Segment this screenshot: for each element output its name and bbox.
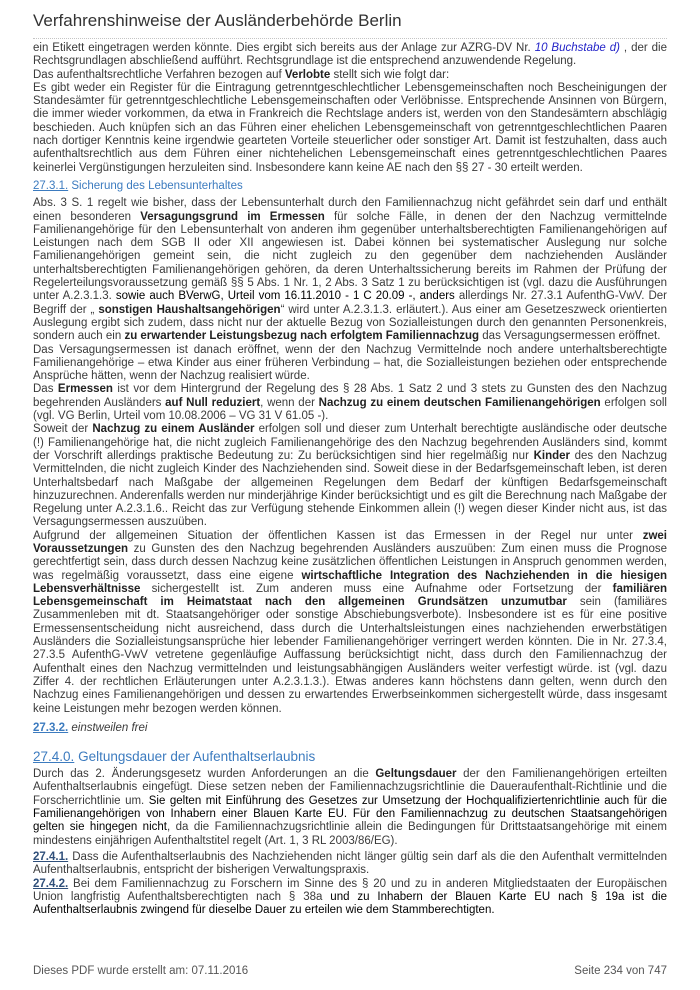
paragraph-text: , da die Familiennachzugsrichtlinie allein die Bedingungen für Drittstaatsangehörige mit einem mindestens einjährigen Aufenthaltstitel regelt (Art. 1, 3 RL 2003/86/EG). (33, 821, 667, 847)
paragraph-text: für solche Fälle, in denen der den Nachzug vermittelnde Familienangehörige für den Lebensunterhalt von anderen ihm gegenüber unterhaltsberechtigten Familienangehörigen auf Leistungen nach dem SGB II oder XII angewiesen ist. Dabei können bei systematischer Auslegung nur solche Familienangehörigen gemeint sein, die nicht zugleich zu den gegenüber dem nachziehenden Ausländer unterhaltsberechtigten Familienangehörigen gehören, da deren Unterhaltssicherung bereits im Rahmen der Prüfung der Regelerteilungsvoraussetzung gemäß §§ 5 Abs. 1 Nr. 1, 2 Abs. 3 Satz 1 zu berücksichtigen ist (vgl. dazu die Ausführungen unter A.2.3.1.3. (33, 210, 667, 303)
highlighted-text: sowie auch BVerwG, Urteil vom 16.11.2010 - 1 C 20.09 -, anders (111, 290, 455, 303)
paragraph-text: das Versagungsermessen eröffnet. (479, 330, 661, 343)
section-number-link[interactable]: 27.4.0. (33, 749, 75, 765)
intro-paragraph-etikett (33, 42, 667, 69)
bold-term: auf Null reduziert (165, 396, 261, 409)
paragraph-text: des den Nachzug Vermittelnden, die nicht zugleich Kinder des Nachziehenden sind. Soweit diese in der Bedarfsgemeinschaft leben, ist deren Unterhaltsbedarf nach Maßgabe der allgemeinen Regelungen dem Bedarf der künftigen Bedarfsgemeinschaft hinzuzurechnen. Anderenfalls werden nur minderjährige Kinder berücksichtigt und es gilt die Berechnung nach Maßgabe der Regelung unter A.2.3.1.6.. Reicht das zur Verfügung stehende Einkommen allein (!) wegen dieser Kinder nicht aus, ist das Versagungsermessen auszuüben. (33, 449, 668, 529)
document-body (33, 42, 667, 917)
paragraph-text: Abs. 3 S. 1 regelt wie bisher, dass der Lebensunterhalt durch den Familiennachzug nicht gefährdet sein darf und enthält einen besonderen (33, 197, 667, 223)
paragraph-text: Das (33, 383, 58, 396)
section-title: Sicherung des Lebensunterhaltes (71, 179, 243, 192)
paragraph-text: erfolgen soll und dieser zum Unterhalt berechtigte ausländische oder deutsche (!) Familienangehörige hat, die nicht zugleich Familienangehörige des den Nachzug begehrenden Ausländers sind, kommt der Vorschrift allerdings praktische Bedeutung zu: Zu berücksichtigen sind hier regelmäßig nur (33, 423, 668, 462)
paragraph-text: ein Etikett eingetragen werden könnte. Dies ergibt sich bereits aus der Anlage zur AZRG-DV Nr. (33, 42, 535, 54)
page-header (33, 10, 667, 39)
paragraph-text: ist vor dem Hintergrund der Regelung des § 28 Abs. 1 Satz 2 und 3 stets zu Gunsten des den Nachzug begehrenden Ausländers (33, 383, 667, 409)
section-note: einstweilen frei (71, 721, 148, 734)
paragraph-ermessen (33, 383, 667, 423)
paragraph-nachzug-auslaender (33, 423, 667, 529)
bold-term: Ermessen (57, 383, 113, 396)
section-number-link[interactable]: 27.4.2. (33, 877, 69, 890)
document-title: Verfahrenshinweise der Ausländerbehörde Berlin (33, 11, 402, 30)
bold-term: Versagungsgrund im Ermessen (140, 210, 325, 223)
bold-term: sonstigen Haushaltsangehörigen (98, 303, 281, 316)
paragraph-text: der den Familienangehörigen erteilten Aufenthaltserlaubnis eingefügt. Diese setzen neben der Familiennachzugsrichtlinie die Daueraufenthalt-Richtlinie und die Forscherrichtlinie um. (33, 768, 668, 807)
bold-term: zwei Voraussetzungen (33, 529, 667, 555)
paragraph-text: Bei dem Familiennachzug zu Forschern im Sinne des § 20 und zu in anderen Mitgliedstaaten der Europäischen Union langfristig Aufenthaltsberechtigten nach § 38a (33, 877, 667, 903)
azrg-dv-reference-link[interactable]: 10 Buchstabe d) (534, 42, 620, 54)
paragraph-text: Soweit der (33, 423, 93, 436)
paragraph-text: sein (familiäres Zusammenleben mit dt. Staatsangehöriger oder sonstige Abschiebungsverbote). Insbesondere ist es für eine positive Ermessensentscheidung nicht ausreichend, dass durch die Unterhaltsleistungen eines nachziehenden erwerbstätigen Ausländers die Sozialleistungsansprüche hier lebender Familienangehöriger verringert werden könnten. Die in Nr. 27.3.4, 27.3.5 AufenthG-VwV vetretene gegenläufige Auffassung berücksichtigt nicht, dass durch den Familiennachzug der Aufenthalt eines den Nachzug vermittelnden und leistungsabhängigen Ausländers weiter verfestigt würde. ist (vgl. dazu Ziffer 4. der rechtlichen Erläuterungen unter A.2.3.1.3.). Etwas anderes kann höchstens dann gelten, wenn durch den Nachzug eines Familienangehörigen und dessen zu erwartendes Erwerbseinkommen sichergestellt würde, dass insgesamt keine Leistungen mehr bezogen werden können. (33, 596, 667, 715)
section-number-link[interactable]: 27.4.1. (33, 850, 69, 863)
intro-paragraph-verlobte (33, 69, 667, 82)
paragraph-text: , der die Rechtsgrundlagen abschließend aufführt. Rechtsgrundlage ist die entsprechend anzuwendende Regelung. (33, 42, 667, 68)
paragraph-text: zu Gunsten des den Nachzug begehrenden Ausländers auszuüben: Zum einen muss die Prognose gerechtfertigt sein, dass durch dessen Nachzug keine zusätzlichen öffentlichen Leistungen in Anspruch genommen werden, was regelmäßig voraussetzt, dass eine eigene (33, 542, 667, 582)
bold-term: wirtschaftliche Integration des Nachziehenden in die hiesigen Lebensverhältnisse (33, 569, 667, 595)
section-number-link[interactable]: 27.3.2. (33, 721, 69, 734)
section-27-4-2 (33, 878, 667, 918)
section-number-link[interactable]: 27.3.1. (33, 179, 69, 192)
page-number: Seite 234 von 747 (574, 965, 667, 977)
section-heading-27-3-1 (33, 180, 667, 193)
section-27-4-1 (33, 851, 667, 878)
paragraph-text: stellt sich wie folgt dar: (330, 68, 450, 81)
page-footer (33, 964, 667, 978)
bold-term: Nachzug zu einem deutschen Familienangehörigen (318, 396, 601, 409)
paragraph-text: “ wird unter A.2.3.1.3. erläutert.). Aus einer am Gesetzeszweck orientierten Auslegung ergibt sich zudem, dass nicht nur der aktuelle Bezug von Sozialleistungen durch den genannten Personenkreis, sondern auch ein (33, 303, 667, 343)
paragraph-text: allerdings Nr. 27.3.1 AufenthG-VwV. Der Begriff der „ (33, 290, 667, 316)
intro-paragraph-register: Es gibt weder ein Register für die Eintragung getrenntgeschlechtlicher Lebensgemeinschaften noch Bescheinigungen der Standesämter für getrenntgeschlechtliche Lebensgemeinschaften oder Verlöbnisse. Entsprechende Ansinnen von Bürgern, die immer wieder vorkommen, da etwa in Frankreich die Rechtslage anders ist, werden von den Standesämtern abschlägig beschieden. Auch knüpfen sich an das Führen einer ehelichen Lebensgemeinschaft von getrenntgeschlechtlichen Paaren nach dortiger Kenntnis keine irgendwie gearteten Vorteile steuerlicher oder sonstiger Art. Damit ist festzuhalten, dass auch aufenthaltsrechtlich aus dem Führen einer nichtehelichen Lebensgemeinschaft eines getrenntgeschlechtlichen Paares keinerlei Vergünstigungen herzuleiten sind. Insbesondere kann keine AE nach den §§ 27 - 30 erteilt werden. (33, 81, 667, 174)
highlighted-text: und zu Inhabern der Blauen Karte EU nach § 19a ist die Aufenthaltserlaubnis zwingend für dieselbe Dauer zu erteilen wie dem Stammberechtigten. (33, 890, 668, 917)
paragraph-text: sichergestellt ist. Zum anderen muss eine Aufnahme oder Fortsetzung der (140, 582, 613, 595)
paragraph-text: Das aufenthaltsrechtliche Verfahren bezogen auf (33, 68, 285, 81)
bold-term: Verlobte (284, 68, 331, 81)
bold-term: Geltungsdauer (375, 768, 457, 781)
paragraph-text: Aufgrund der allgemeinen Situation der öffentlichen Kassen ist das Ermessen in der Regel nur unter (33, 529, 643, 542)
paragraph-text: Dass die Aufenthaltserlaubnis des Nachziehenden nicht länger gültig sein darf als die den Aufenthalt vermittelnden Aufenthaltserlaubnis, entspricht der bisherigen Verwaltungspraxis. (33, 850, 667, 877)
pdf-created-date: Dieses PDF wurde erstellt am: 07.11.2016 (33, 965, 249, 977)
bold-term: Kinder (533, 449, 570, 462)
paragraph-versagungsermessen: Das Versagungsermessen ist danach eröffnet, wenn der den Nachzug Vermittelnde noch andere unterhaltsberechtigte Familienangehörige – etwa Kinder aus einer früheren Verbindung – hat, die Sozialleistungen beziehen oder entsprechende Ansprüche hätten, wenn der Nachzug realisiert würde. (33, 343, 667, 383)
section-heading-27-4-0 (33, 749, 667, 765)
bold-term: zu erwartender Leistungsbezug nach erfolgtem Familiennachzug (124, 330, 480, 343)
paragraph-text: erfolgen soll (vgl. VG Berlin, Urteil vom 10.08.2006 – VG 31 V 61.05 -). (33, 396, 667, 423)
section-27-3-2 (33, 722, 667, 735)
paragraph-text: , wenn der (260, 396, 319, 409)
paragraph-versagungsgrund (33, 197, 667, 343)
bold-term: Nachzug zu einem Ausländer (92, 423, 255, 436)
section-title: Geltungsdauer der Aufenthaltserlaubnis (78, 749, 316, 765)
paragraph-geltungsdauer (33, 768, 667, 848)
highlighted-text: Sie gelten mit Einführung des Gesetzes zur Umsetzung der Hochqualifiziertenrichtlinie auch für die Familienangehörigen von Inhabern einer Blauen Karte EU. Für den Familiennachzug zu deutschen Staatsangehörigen gelten sie hingegen nicht (33, 794, 667, 834)
paragraph-text: Durch das 2. Änderungsgesetz wurden Anforderungen an die (33, 768, 376, 781)
bold-term: familiären Lebensgemeinschaft im Heimatstaat nach den allgemeinen Grundsätzen unzumutbar (33, 582, 667, 609)
paragraph-voraussetzungen (33, 530, 667, 716)
